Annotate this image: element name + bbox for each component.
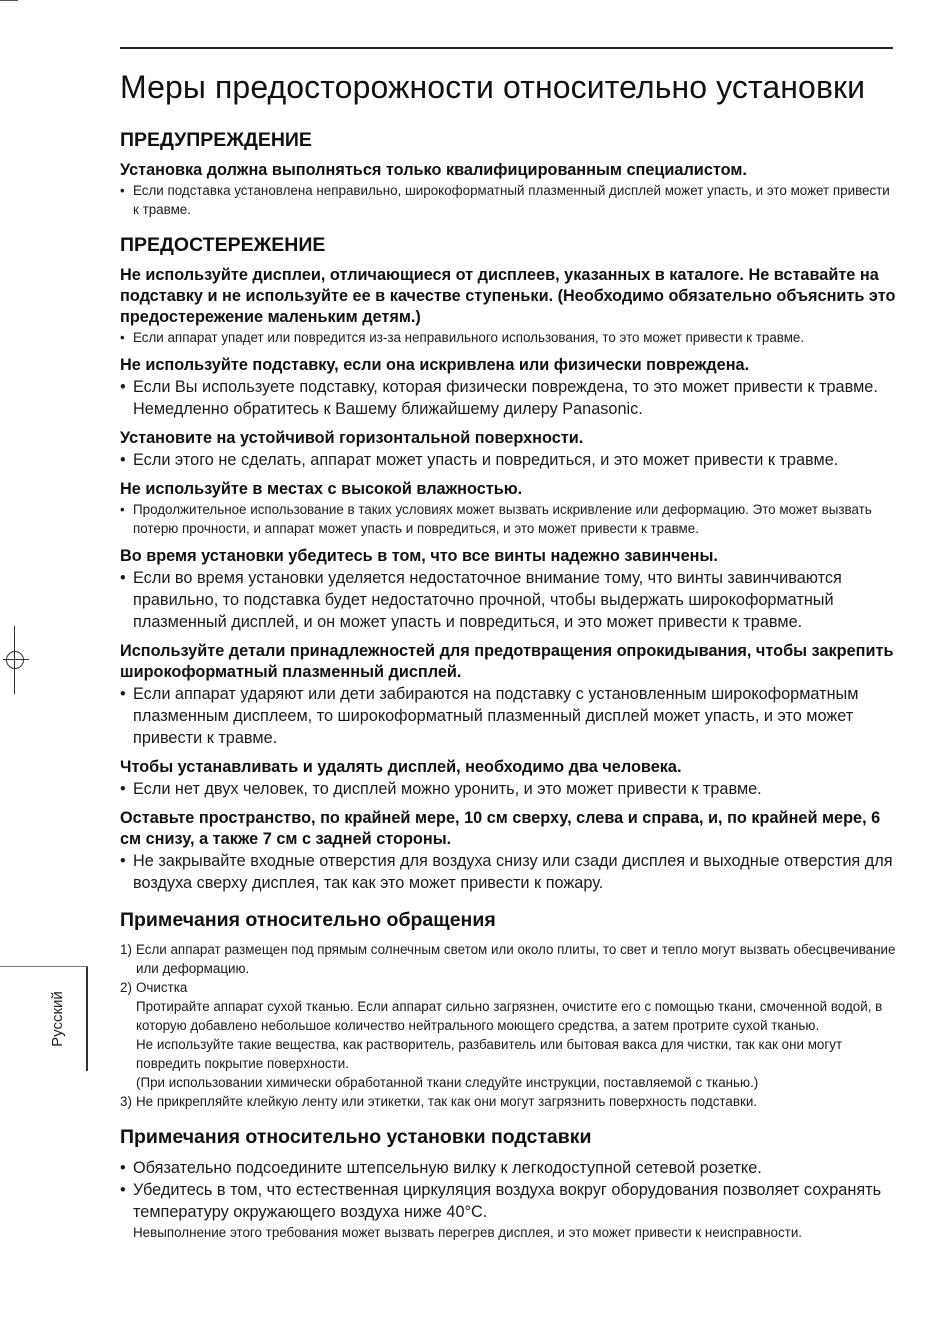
caution-bullet: • Продолжительное использование в таких условиях может вызвать искривление или деформацию. Это может вызвать потерю прочности, и аппарат может упасть и повредиться, и это может привести к травме. (120, 500, 896, 538)
caution-bullet: • Если нет двух человек, то дисплей можно уронить, и это может привести к травме. (120, 778, 896, 800)
caution-heading: Во время установки убедитесь в том, что все винты надежно завинчены. (120, 547, 718, 565)
handling-item-text: Не прикрепляйте клейкую ленту или этикетки, так как они могут загрязнить поверхность подставки. (136, 1094, 758, 1109)
page-title: Меры предосторожности относительно установки (120, 69, 866, 105)
caution-heading: Не используйте подставку, если она искривлена или физически повреждена. (120, 356, 750, 374)
stand-notes-section (120, 1125, 896, 1242)
handling-item (120, 978, 896, 997)
stand-note: Невыполнение этого требования может вызвать перегрев дисплея, и это может привести к неисправности. (133, 1225, 803, 1240)
warning-title: ПРЕДУПРЕЖДЕНИЕ (120, 129, 312, 151)
caution-bullet: • Если аппарат ударяют или дети забираются на подставку с установленным широкоформатным плазменным дисплеем, то широкоформатный плазменный дисплей может упасть, и это может привести к травме. (120, 683, 896, 749)
item-number: 3) (120, 1094, 132, 1109)
caution-heading: Оставьте пространство, по крайней мере, 10 см сверху, слева и справа, и, по крайней мере, 6 см снизу, а также 7 см с задней стороны. (120, 809, 881, 848)
caution-heading: Используйте детали принадлежностей для предотвращения опрокидывания, чтобы закрепить широкоформатный плазменный дисплей. (120, 642, 894, 681)
caution-bullet: • Не закрывайте входные отверстия для воздуха снизу или сзади дисплея и выходные отверстия для воздуха сверху дисплея, так как это может привести к пожару. (120, 850, 896, 894)
handling-item-text: Если аппарат размещен под прямым солнечным светом или около плиты, то свет и тепло могут вызвать обесцвечивание или деформацию. (136, 942, 896, 976)
caution-heading: Не используйте дисплеи, отличающиеся от дисплеев, указанных в каталоге. Не вставайте на подставку и не используйте ее в качестве ступеньки. (Необходимо обязательно объяснить это предостережение маленьким детям.) (120, 266, 896, 326)
caution-bullet: • Если аппарат упадет или повредится из-за неправильного использования, то это может привести к травме. (120, 328, 896, 347)
caution-heading: Не используйте в местах с высокой влажностью. (120, 480, 523, 498)
warning-section (120, 128, 896, 219)
language-label: Русский (49, 991, 66, 1047)
handling-item (120, 1092, 896, 1111)
handling-item-text: Очистка (136, 980, 188, 995)
cleaning-paragraph: (При использовании химически обработанной ткани следуйте инструкции, поставляемой с тканью.) (136, 1075, 759, 1090)
caution-heading: Чтобы устанавливать и удалять дисплей, необходимо два человека. (120, 758, 682, 776)
stand-bullet: • Обязательно подсоедините штепсельную вилку к легкодоступной сетевой розетке. (120, 1157, 896, 1179)
stand-title: Примечания относительно установки подставки (120, 1126, 592, 1148)
top-rule (120, 47, 893, 49)
cleaning-paragraph: Не используйте такие вещества, как растворитель, разбавитель или бытовая вакса для чистки, так как они могут повредить покрытие поверхности. (136, 1037, 843, 1071)
handling-title: Примечания относительно обращения (120, 909, 496, 931)
warning-heading: Установка должна выполняться только квалифицированным специалистом. (120, 161, 747, 179)
handling-notes-section (120, 908, 896, 1111)
warning-bullet: • Если подставка установлена неправильно, широкоформатный плазменный дисплей может упасть, и это может привести к травме. (120, 181, 896, 219)
crop-mark (0, 0, 18, 1)
item-number: 2) (120, 980, 132, 995)
language-side-tab (0, 966, 88, 1071)
caution-bullet: • Если Вы используете подставку, которая физически повреждена, то это может привести к травме. Немедленно обратитесь к Вашему ближайшему дилеру Panasonic. (120, 376, 896, 420)
registration-mark-icon (3, 648, 27, 672)
page-content (120, 66, 896, 1242)
cleaning-paragraph: Протирайте аппарат сухой тканью. Если аппарат сильно загрязнен, очистите его с помощью ткани, смоченной водой, в которую добавлено небольшое количество нейтрального моющего средства, а затем протрите сухой тканью. (136, 999, 883, 1033)
item-number: 1) (120, 942, 132, 957)
handling-item (120, 940, 896, 978)
caution-bullet: • Если во время установки уделяется недостаточное внимание тому, что винты завинчиваются правильно, то подставка будет недостаточно прочной, чтобы выдержать широкоформатный плазменный дисплей, и он может упасть и повредиться, и это может привести к травме. (120, 567, 896, 633)
caution-bullet: • Если этого не сделать, аппарат может упасть и повредиться, и это может привести к травме. (120, 449, 896, 471)
caution-title: ПРЕДОСТЕРЕЖЕНИЕ (120, 234, 326, 256)
caution-heading: Установите на устойчивой горизонтальной поверхности. (120, 429, 584, 447)
caution-section (120, 233, 896, 894)
stand-bullet: • Убедитесь в том, что естественная циркуляция воздуха вокруг оборудования позволяет сохранять температуру окружающего воздуха ниже 40°C. (120, 1179, 896, 1223)
